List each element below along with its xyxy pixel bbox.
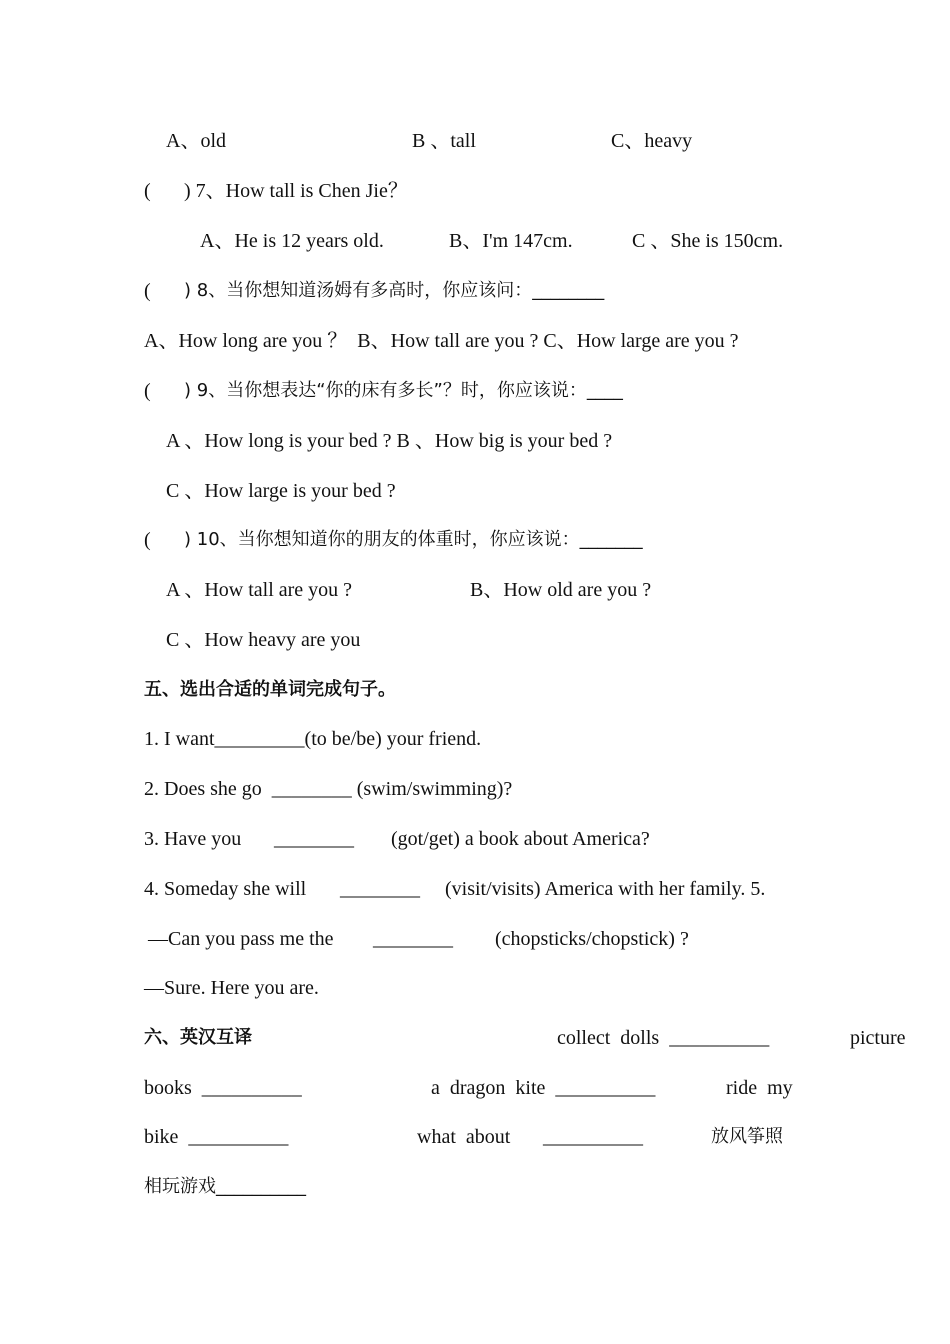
section5-sentence-4-blank: ________ (340, 878, 420, 900)
q10-option-c: C 、How heavy are you (166, 629, 361, 651)
section5-sentence-4-end: (visit/visits) America with her family. 5. (445, 878, 766, 900)
q9-answer-paren: ( (144, 380, 151, 402)
section6-item-what-about: what about (417, 1126, 511, 1148)
section6-item-what-about-blank: __________ (543, 1126, 643, 1148)
section5-heading: 五、选出合适的单词完成句子。 (144, 679, 396, 700)
q8-answer-paren: ( (144, 280, 151, 302)
q10-option-a: A 、How tall are you ? (166, 579, 353, 601)
section6-item-dragon-kite: a dragon kite __________ (431, 1077, 656, 1099)
section5-sentence-3-blank: ________ (274, 828, 354, 850)
q8-stem: ) 8、当你想知道汤姆有多高时，你应该问：________ (184, 280, 605, 301)
section5-sentence-5-end: (chopsticks/chopstick) ? (495, 928, 689, 950)
q7-option-a: A、He is 12 years old. (200, 230, 384, 252)
section5-sentence-5-blank: ________ (373, 928, 453, 950)
q9-stem: ) 9、当你想表达“你的床有多长”？时，你应该说：____ (184, 380, 623, 401)
q8-options: A、How long are you ？ B、How tall are you ? C、How large are you ? (144, 330, 739, 352)
q9-options-ab: A 、How long is your bed ? B 、How big is your bed ? (166, 430, 613, 452)
section5-sentence-3-start: 3. Have you (144, 828, 242, 850)
section6-item-books: books __________ (144, 1077, 302, 1099)
section5-sentence-3-end: (got/get) a book about America? (391, 828, 650, 850)
q7-stem: ) 7、How tall is Chen Jie？ (184, 180, 408, 202)
q6-option-b: B 、tall (412, 130, 476, 152)
section6-item-bike: bike __________ (144, 1126, 289, 1148)
q7-answer-paren: ( (144, 180, 151, 202)
section6-item-fly-kite-cn: 放风筝照 (711, 1126, 783, 1147)
q7-option-b: B、I'm 147cm. (449, 230, 573, 252)
q10-option-b: B、How old are you ? (470, 579, 652, 601)
section6-item-collect-dolls: collect dolls __________ (557, 1027, 770, 1049)
section5-sentence-1: 1. I want_________(to be/be) your friend. (144, 728, 482, 750)
q10-answer-paren: ( (144, 529, 151, 551)
q9-option-c: C 、How large is your bed ? (166, 480, 396, 502)
q10-stem: ) 10、当你想知道你的朋友的体重时，你应该说：_______ (184, 529, 643, 550)
section6-heading: 六、英汉互译 (144, 1027, 252, 1048)
section5-sentence-2: 2. Does she go ________ (swim/swimming)? (144, 778, 513, 800)
section5-sentence-5-start: —Can you pass me the (148, 928, 334, 950)
section6-item-picture: picture (850, 1027, 906, 1049)
q7-option-c: C 、She is 150cm. (632, 230, 784, 252)
q6-option-a: A、old (166, 130, 226, 152)
section5-sentence-4-start: 4. Someday she will (144, 878, 307, 900)
section6-item-ride-my: ride my (726, 1077, 793, 1099)
section5-sentence-5-reply: —Sure. Here you are. (144, 977, 319, 999)
q6-option-c: C、heavy (611, 130, 693, 152)
section6-item-play-games-cn: 相玩游戏__________ (144, 1176, 306, 1197)
